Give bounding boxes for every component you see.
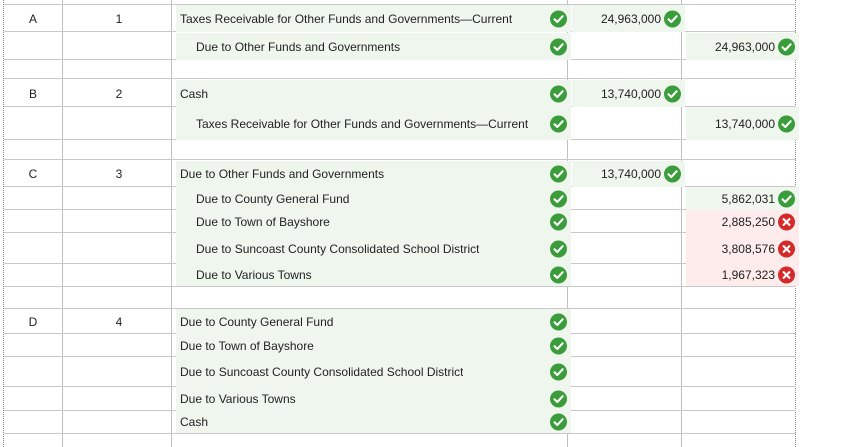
transaction-number-cell [63,187,175,210]
debit-input[interactable] [572,161,685,187]
entry-letter: C [28,167,38,181]
transaction-number-cell [63,33,175,60]
entry-letter-cell [4,264,62,286]
entry-letter: D [28,314,38,329]
transaction-number-cell [63,5,175,32]
transaction-number-cell [63,107,175,140]
entry-letter-cell [4,33,62,60]
entry-letter: B [28,86,37,101]
account-name: Due to Other Funds and Governments [180,167,385,181]
debit-input[interactable] [572,80,685,107]
account-name: Due to County General Fund [180,314,334,329]
debit-input[interactable] [572,5,685,32]
debit-input[interactable] [572,187,685,210]
account-select[interactable] [176,33,571,60]
transaction-number-cell [63,80,175,107]
account-select[interactable] [176,107,571,140]
account-select[interactable] [176,233,571,264]
debit-input[interactable] [572,309,685,334]
account-select[interactable] [176,411,571,433]
journal-row [4,411,796,433]
transaction-number-cell [63,334,175,357]
debit-input[interactable] [572,107,685,140]
account-select[interactable] [176,357,571,387]
transaction-number-cell [63,233,175,264]
check-circle-icon [550,85,567,102]
credit-amount: 5,862,031 [721,191,775,206]
entry-letter-cell [4,334,62,357]
transaction-number-cell [63,210,175,233]
row-divider [4,159,796,160]
credit-amount: 24,963,000 [714,39,775,54]
transaction-number-cell [63,161,175,187]
transaction-number: 2 [115,86,123,101]
debit-input[interactable] [572,233,685,264]
debit-amount: 13,740,000 [600,167,661,181]
check-circle-icon [550,190,567,207]
check-circle-icon [778,115,795,132]
credit-input[interactable] [686,5,799,32]
account-name: Due to Town of Bayshore [180,338,314,353]
transaction-number: 1 [115,11,123,26]
transaction-number-cell [63,357,175,387]
entry-letter-cell [4,411,62,433]
check-circle-icon [550,10,567,27]
check-circle-icon [550,364,567,381]
account-select[interactable] [176,210,571,233]
check-circle-icon [550,391,567,408]
transaction-number-cell [63,411,175,433]
journal-row [4,80,796,107]
check-circle-icon [664,10,681,27]
account-select[interactable] [176,264,571,286]
entry-letter-cell [4,107,62,140]
transaction-number-cell [63,264,175,286]
row-divider [4,433,796,434]
journal-row [4,264,796,286]
credit-input[interactable] [686,411,799,433]
credit-input[interactable] [686,210,799,233]
entry-letter-cell [4,161,62,187]
entry-letter-cell [4,5,62,32]
debit-input[interactable] [572,334,685,357]
check-circle-icon [550,213,567,230]
entry-letter-cell [4,357,62,387]
credit-input[interactable] [686,187,799,210]
account-select[interactable] [176,80,571,107]
account-name: Due to Various Towns [180,392,296,406]
journal-row [4,357,796,387]
transaction-number-cell [63,387,175,411]
journal-row [4,5,796,32]
journal-row [4,187,796,210]
credit-amount: 13,740,000 [714,116,775,131]
credit-input[interactable] [686,33,799,60]
debit-input[interactable] [572,210,685,233]
credit-input[interactable] [686,107,799,140]
credit-amount: 3,808,576 [721,241,775,256]
entry-letter-cell [4,233,62,264]
account-name: Due to Various Towns [196,268,312,282]
account-select[interactable] [176,5,571,32]
journal-row [4,309,796,334]
account-name: Taxes Receivable for Other Funds and Governments—Current [196,116,529,131]
journal-row [4,233,796,264]
entry-letter-cell [4,80,62,107]
transaction-number-cell [63,309,175,334]
check-circle-icon [550,38,567,55]
x-circle-icon [778,213,795,230]
account-select[interactable] [176,334,571,357]
check-circle-icon [550,337,567,354]
credit-input[interactable] [686,357,799,387]
journal-row [4,161,796,187]
credit-input[interactable] [686,161,799,187]
journal-row [4,210,796,233]
check-circle-icon [550,166,567,183]
x-circle-icon [778,240,795,257]
transaction-number: 3 [115,167,123,181]
check-circle-icon [550,240,567,257]
transaction-number: 4 [115,314,123,329]
credit-amount: 1,967,323 [721,268,775,282]
debit-input[interactable] [572,33,685,60]
debit-input[interactable] [572,387,685,411]
credit-input[interactable] [686,387,799,411]
check-circle-icon [550,115,567,132]
account-select[interactable] [176,187,571,210]
debit-input[interactable] [572,264,685,286]
x-circle-icon [778,267,795,284]
credit-input[interactable] [686,233,799,264]
account-select[interactable] [176,387,571,411]
entry-letter: A [28,11,37,26]
entry-letter-cell [4,387,62,411]
account-name: Due to County General Fund [196,191,350,206]
credit-input[interactable] [686,334,799,357]
account-name: Cash [180,415,209,429]
journal-row [4,107,796,140]
check-circle-icon [778,38,795,55]
journal-row [4,334,796,357]
account-name: Due to Other Funds and Governments [196,39,401,54]
check-circle-icon [550,313,567,330]
account-select[interactable] [176,161,571,187]
journal-row [4,33,796,60]
credit-input[interactable] [686,309,799,334]
debit-amount: 13,740,000 [600,86,661,101]
debit-input[interactable] [572,357,685,387]
check-circle-icon [550,267,567,284]
row-divider [4,286,796,287]
account-name: Cash [180,86,209,101]
entry-letter-cell [4,210,62,233]
credit-input[interactable] [686,80,799,107]
account-name: Due to Suncoast County Consolidated School District [180,365,464,379]
credit-input[interactable] [686,264,799,286]
check-circle-icon [664,166,681,183]
account-name: Due to Town of Bayshore [196,214,330,229]
row-divider [4,78,796,79]
check-circle-icon [664,85,681,102]
account-name: Taxes Receivable for Other Funds and Governments—Current [180,11,513,26]
credit-amount: 2,885,250 [721,214,775,229]
debit-input[interactable] [572,411,685,433]
account-select[interactable] [176,309,571,334]
check-circle-icon [550,414,567,431]
account-name: Due to Suncoast County Consolidated School District [196,241,480,256]
entry-letter-cell [4,187,62,210]
journal-row [4,387,796,411]
check-circle-icon [778,190,795,207]
debit-amount: 24,963,000 [600,11,661,26]
entry-letter-cell [4,309,62,334]
